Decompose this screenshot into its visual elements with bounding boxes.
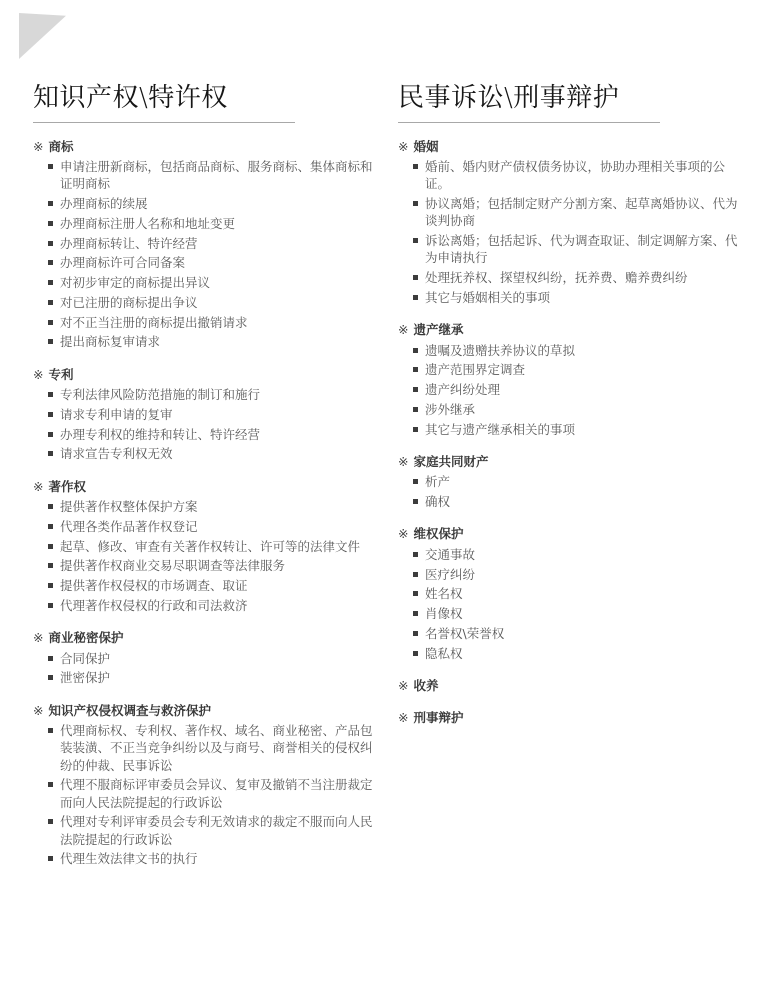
service-item-text: 协议离婚；包括制定财产分割方案、起草离婚协议、代为谈判协商	[425, 196, 738, 229]
service-item	[48, 813, 373, 848]
reference-mark-icon: ※	[398, 710, 409, 726]
square-bullet-icon	[413, 631, 418, 636]
section-title: 收养	[413, 677, 439, 693]
service-item-list	[33, 498, 373, 614]
square-bullet-icon	[48, 856, 53, 861]
service-item	[413, 342, 743, 359]
service-item-text: 代理商标权、专利权、著作权、域名、商业秘密、产品包装装潢、不正当竞争纠纷以及与商号、商誉相关的侵权纠纷的仲裁、民事诉讼	[60, 723, 373, 773]
service-item-list	[398, 342, 743, 438]
service-item-text: 代理不服商标评审委员会异议、复审及撤销不当注册裁定而向人民法院提起的行政诉讼	[60, 777, 373, 810]
section-header	[33, 138, 373, 156]
square-bullet-icon	[413, 427, 418, 432]
service-item	[413, 195, 743, 230]
service-item-list	[398, 473, 743, 510]
reference-mark-icon: ※	[398, 453, 409, 469]
square-bullet-icon	[48, 524, 53, 529]
service-item-text: 隐私权	[425, 645, 463, 661]
service-item-text: 办理商标的续展	[60, 196, 148, 212]
section-title: 著作权	[48, 478, 86, 494]
service-item-text: 提供著作权整体保护方案	[60, 499, 198, 515]
square-bullet-icon	[48, 412, 53, 417]
column-title: 民事诉讼\刑事辩护	[398, 84, 660, 123]
service-item-text: 合同保护	[60, 650, 111, 666]
service-item-text: 析产	[425, 474, 451, 490]
square-bullet-icon	[413, 348, 418, 353]
service-item	[413, 381, 743, 398]
section-header	[398, 321, 743, 339]
service-section	[33, 702, 373, 868]
service-item	[48, 235, 373, 252]
service-item-text: 代理著作权侵权的行政和司法救济	[60, 597, 248, 613]
service-section	[398, 321, 743, 438]
section-title: 知识产权侵权调查与救济保护	[48, 702, 211, 718]
service-item-text: 对初步审定的商标提出异议	[60, 275, 211, 291]
square-bullet-icon	[48, 504, 53, 509]
service-item-text: 确权	[425, 494, 451, 510]
service-item-text: 其它与遗产继承相关的事项	[425, 421, 576, 437]
service-item	[48, 669, 373, 686]
column-intellectual-property	[33, 84, 373, 883]
service-section	[33, 478, 373, 615]
service-item-text: 名誉权\荣誉权	[425, 625, 505, 641]
reference-mark-icon: ※	[33, 702, 44, 718]
square-bullet-icon	[48, 675, 53, 680]
service-item-text: 请求专利申请的复审	[60, 406, 173, 422]
gray-triangle-icon	[19, 13, 66, 59]
service-item-text: 涉外继承	[425, 401, 476, 417]
square-bullet-icon	[413, 295, 418, 300]
square-bullet-icon	[48, 392, 53, 397]
service-item	[413, 401, 743, 418]
section-title: 家庭共同财产	[413, 453, 489, 469]
service-item-text: 起草、修改、审查有关著作权转让、许可等的法律文件	[60, 538, 361, 554]
service-item-list	[33, 722, 373, 868]
square-bullet-icon	[48, 656, 53, 661]
service-item-text: 办理商标许可合同备案	[60, 255, 186, 271]
service-item-text: 代理生效法律文书的执行	[60, 851, 198, 867]
section-header	[33, 478, 373, 496]
service-item-text: 诉讼离婚；包括起诉、代为调查取证、制定调解方案、代为申请执行	[425, 233, 738, 266]
service-item	[48, 254, 373, 271]
service-item	[413, 645, 743, 662]
square-bullet-icon	[413, 552, 418, 557]
square-bullet-icon	[48, 432, 53, 437]
service-item-text: 提供著作权商业交易尽职调查等法律服务	[60, 558, 286, 574]
service-item	[413, 605, 743, 622]
service-item	[413, 625, 743, 642]
service-item	[413, 289, 743, 306]
column-civil-litigation	[398, 84, 743, 742]
service-item	[48, 538, 373, 555]
square-bullet-icon	[413, 572, 418, 577]
service-item	[413, 546, 743, 563]
square-bullet-icon	[48, 241, 53, 246]
service-item	[48, 776, 373, 811]
service-section	[398, 709, 743, 727]
reference-mark-icon: ※	[33, 630, 44, 646]
service-item-list	[33, 158, 373, 351]
section-header	[33, 629, 373, 647]
service-item-text: 医疗纠纷	[425, 566, 476, 582]
service-item-text: 对不正当注册的商标提出撤销请求	[60, 314, 248, 330]
service-item	[413, 361, 743, 378]
reference-mark-icon: ※	[33, 478, 44, 494]
square-bullet-icon	[413, 591, 418, 596]
square-bullet-icon	[413, 164, 418, 169]
service-item	[413, 566, 743, 583]
square-bullet-icon	[48, 782, 53, 787]
service-item-text: 肖像权	[425, 606, 463, 622]
service-item	[48, 158, 373, 193]
columns-container	[33, 84, 743, 883]
reference-mark-icon: ※	[33, 366, 44, 382]
service-item-text: 申请注册新商标，包括商品商标、服务商标、集体商标和证明商标	[60, 159, 373, 192]
square-bullet-icon	[48, 320, 53, 325]
square-bullet-icon	[413, 407, 418, 412]
service-item-list	[33, 386, 373, 463]
service-item	[48, 445, 373, 462]
service-item	[413, 473, 743, 490]
reference-mark-icon: ※	[33, 138, 44, 154]
section-header	[398, 453, 743, 471]
section-title: 维权保护	[413, 526, 464, 542]
section-header	[398, 709, 743, 727]
service-item-text: 请求宣告专利权无效	[60, 446, 173, 462]
service-item	[48, 850, 373, 867]
square-bullet-icon	[48, 728, 53, 733]
square-bullet-icon	[48, 260, 53, 265]
service-item-list	[33, 650, 373, 687]
reference-mark-icon: ※	[398, 526, 409, 542]
section-title: 商业秘密保护	[48, 630, 124, 646]
square-bullet-icon	[48, 583, 53, 588]
section-header	[398, 677, 743, 695]
section-header	[33, 702, 373, 720]
service-item-text: 交通事故	[425, 546, 476, 562]
service-section	[33, 138, 373, 351]
square-bullet-icon	[413, 367, 418, 372]
service-item-text: 对已注册的商标提出争议	[60, 294, 198, 310]
reference-mark-icon: ※	[398, 138, 409, 154]
column-title: 知识产权\特许权	[33, 84, 295, 123]
square-bullet-icon	[48, 201, 53, 206]
service-item	[413, 421, 743, 438]
service-item	[48, 426, 373, 443]
square-bullet-icon	[48, 280, 53, 285]
square-bullet-icon	[413, 275, 418, 280]
service-section	[33, 629, 373, 687]
service-item	[48, 577, 373, 594]
section-header	[33, 366, 373, 384]
service-item	[48, 518, 373, 535]
service-item	[48, 498, 373, 515]
service-section	[33, 366, 373, 463]
reference-mark-icon: ※	[398, 677, 409, 693]
service-item-text: 遗产纠纷处理	[425, 382, 501, 398]
service-item-text: 代理对专利评审委员会专利无效请求的裁定不服而向人民法院提起的行政诉讼	[60, 814, 373, 847]
service-item-text: 专利法律风险防范措施的制订和施行	[60, 387, 261, 403]
service-item-text: 遗嘱及遗赠扶养协议的草拟	[425, 342, 576, 358]
section-title: 遗产继承	[413, 322, 464, 338]
square-bullet-icon	[48, 819, 53, 824]
reference-mark-icon: ※	[398, 322, 409, 338]
square-bullet-icon	[48, 300, 53, 305]
service-item-text: 婚前、婚内财产债权债务协议，协助办理相关事项的公证。	[425, 159, 726, 192]
square-bullet-icon	[413, 651, 418, 656]
service-section	[398, 453, 743, 511]
square-bullet-icon	[413, 387, 418, 392]
service-item-text: 其它与婚姻相关的事项	[425, 289, 551, 305]
square-bullet-icon	[48, 451, 53, 456]
service-item-text: 提供著作权侵权的市场调查、取证	[60, 578, 248, 594]
square-bullet-icon	[413, 499, 418, 504]
section-header	[398, 525, 743, 543]
service-item-text: 办理专利权的维持和转让、特许经营	[60, 426, 261, 442]
service-item	[413, 269, 743, 286]
service-item	[48, 557, 373, 574]
service-item	[48, 650, 373, 667]
service-item	[48, 406, 373, 423]
service-item-text: 遗产范围界定调查	[425, 362, 526, 378]
service-item	[48, 314, 373, 331]
service-item	[48, 597, 373, 614]
service-item-text: 办理商标注册人名称和地址变更	[60, 215, 236, 231]
service-item-text: 姓名权	[425, 586, 463, 602]
square-bullet-icon	[413, 238, 418, 243]
square-bullet-icon	[48, 339, 53, 344]
section-title: 专利	[48, 366, 74, 382]
service-item	[48, 195, 373, 212]
service-item	[413, 158, 743, 193]
square-bullet-icon	[48, 563, 53, 568]
service-item-text: 代理各类作品著作权登记	[60, 518, 198, 534]
service-item-text: 办理商标转让、特许经营	[60, 235, 198, 251]
service-item	[413, 493, 743, 510]
service-item-list	[398, 546, 743, 662]
square-bullet-icon	[48, 164, 53, 169]
service-item	[48, 274, 373, 291]
service-item-text: 提出商标复审请求	[60, 334, 161, 350]
service-item	[48, 215, 373, 232]
service-item-list	[398, 158, 743, 306]
square-bullet-icon	[48, 221, 53, 226]
service-item	[48, 386, 373, 403]
square-bullet-icon	[48, 544, 53, 549]
service-section	[398, 677, 743, 695]
service-item	[413, 585, 743, 602]
service-item	[48, 333, 373, 350]
service-section	[398, 138, 743, 307]
service-item	[48, 294, 373, 311]
square-bullet-icon	[413, 479, 418, 484]
square-bullet-icon	[48, 603, 53, 608]
service-item-text: 泄密保护	[60, 670, 111, 686]
service-section	[398, 525, 743, 662]
service-item	[48, 722, 373, 774]
section-header	[398, 138, 743, 156]
square-bullet-icon	[413, 201, 418, 206]
section-title: 刑事辩护	[413, 710, 464, 726]
section-title: 商标	[48, 138, 74, 154]
square-bullet-icon	[413, 611, 418, 616]
service-item	[413, 232, 743, 267]
service-item-text: 处理抚养权、探望权纠纷，抚养费、赡养费纠纷	[425, 270, 688, 286]
section-title: 婚姻	[413, 138, 439, 154]
